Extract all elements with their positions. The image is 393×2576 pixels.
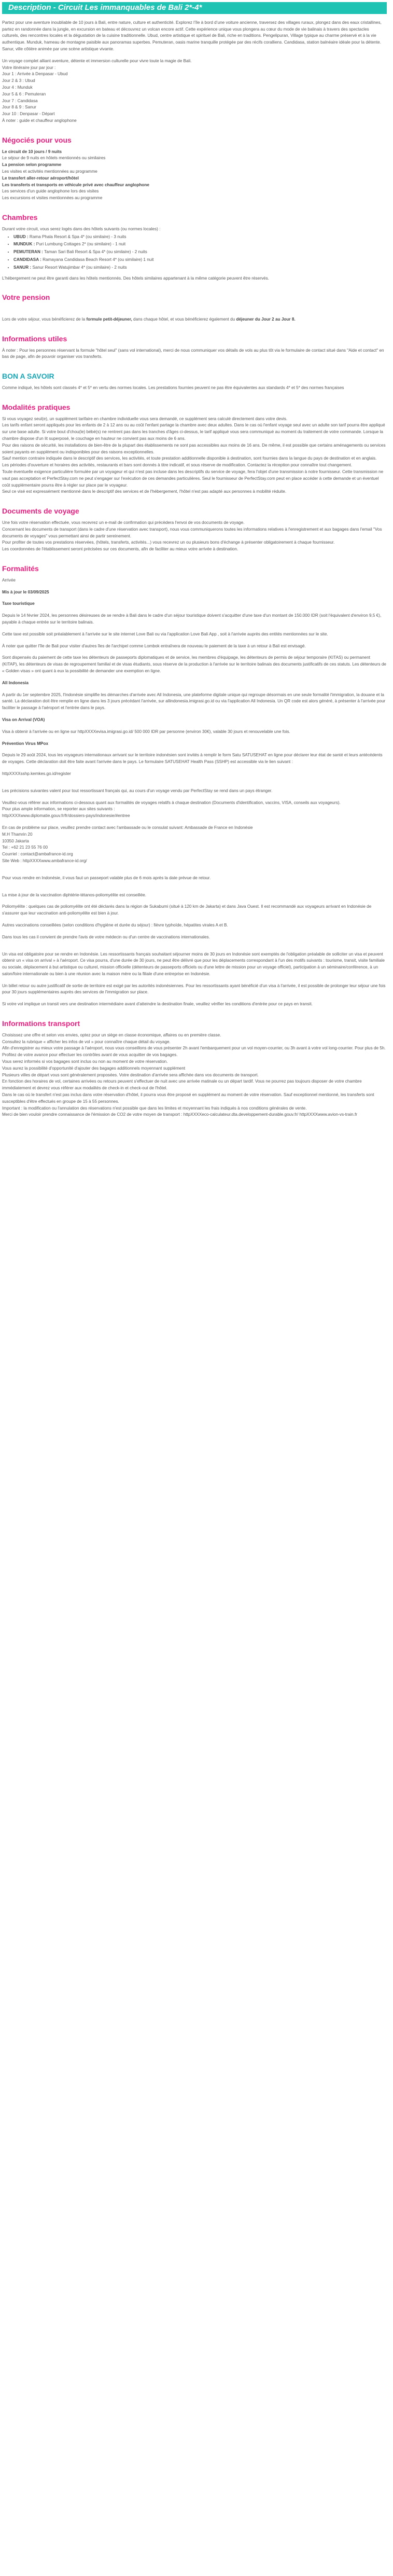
tax-paragraph: Cette taxe est possible soit préalablement à l'arrivée sur le site internet Love Bali ou via l'application Love Bali App , soit à l'arrivée auprès des entités mentionnées sur le site. <box>2 631 328 636</box>
page-title: Description - Circuit Les immanquables de Bali 2*-4* <box>2 2 387 14</box>
rooms-intro: Durant votre circuit, vous serez logés dans des hôtels suivants (ou normes locales) : <box>2 226 161 231</box>
room-item: • UBUD : Rama Phala Resort & Spa 4* (ou similaire) - 3 nuits <box>13 234 387 241</box>
itinerary-intro: Votre itinéraire jour par jour : <box>2 65 56 70</box>
included-item: Les visites et activités mentionnées au programme <box>2 169 97 174</box>
embassy-line: Pour plus ample information, se reporter aux sites suivants : <box>2 807 115 812</box>
included-item: Le séjour de 9 nuits en hôtels mentionnés ou similaires <box>2 156 106 161</box>
embassy-link[interactable]: httpXXXXwww.diplomatie.gouv.fr/fr/dossiers-pays/indonesie/#entree <box>2 813 130 819</box>
contact-line: Courriel : contact@ambafrance-id.org <box>2 852 73 857</box>
included-item: Les transferts et transports en véhicule privé avec chauffeur anglophone <box>2 182 149 187</box>
included-item: Les services d'un guide anglophone lors des visites <box>2 189 99 194</box>
mpox-title: Prévention Virus MPox <box>2 741 49 746</box>
terms-paragraph: Seul ce visé est expressément mentionné dans le descriptif des services et de l'hébergement, l'hôtel n'est pas adapté aux personnes à mobilité réduite. <box>2 489 287 494</box>
contact-line: 10350 Jakarta <box>2 838 29 843</box>
included-item: Les excursions et visites mentionnées au programme <box>2 196 103 201</box>
visa-paragraph: Un visa est obligatoire pour se rendre en Indonésie. Les ressortissants français souhaitant séjourner moins de 30 jours en Indonésie sont exemptés de l'obligation préalable de solliciter un visa et peuvent obtenir un « visa on arrival » à l'aéroport. Ce visa pourra, d'une durée de 30 jours, ne peut être délivré que pour les déplacements correspondant à l'un des motifs suivants : tourisme, transit, visite familiale ou sociale, déplacement à but artistique ou culturel, mission officielle (détenteurs de passeports officiels ou d'une lettre de mission pour un voyage officiel), participation à un séminaire/conférence, à un salon/foire internationale ou bien à une réunion avec la maison mère ou la filiale d'une entreprise en Indonésie. <box>2 951 385 976</box>
included-list <box>2 149 387 202</box>
itinerary-item: Jour 5 & 6 : Pemuteran <box>2 91 46 96</box>
vaccine-paragraph: La mise à jour de la vaccination diphtérie-tétanos-poliomyélite est conseillée. <box>2 892 147 897</box>
itinerary-item: Jour 1 : Arrivée à Denpasar - Ubud <box>2 72 68 77</box>
transport-paragraph: Plusieurs villes de départ vous sont généralement proposées. Votre destination d'arrivée sera affichée dans vos documents de transport. <box>2 1072 259 1077</box>
terms-paragraph: Sauf mention contraire indiquée dans le descriptif des services, les activités, et toute prestation additionnelle disponible à destination, sont fournies dans la langue du pays de destination et en anglais. <box>2 456 377 461</box>
tax-title: Taxe touristique <box>2 601 35 606</box>
room-item: • CANDIDASA : Ramayana Candidasa Beach Resort 4* (ou similaire) 1 nuit <box>13 257 387 264</box>
transport-paragraph: Afin d'enregistrer au mieux votre passage à l'aéroport, nous vous conseillons de vous présenter 2h avant l'embarquement pour un vol moyen-courrier, ou 3h avant à votre vol long-courrier. Pour plus de 5h. Profitez de votre avance pour effectuer les contrôles avant de vous acquitter de vos bagages. <box>2 1046 386 1058</box>
transport-paragraph: Merci de bien vouloir prendre connaissance de l'émission de CO2 de votre moyen de transport : httpXXXXeco-calculateur.dta.developpement-durable.gouv.fr/ httpXXXXwww.avion-vs-train.fr <box>2 1112 357 1117</box>
section-title-bonus: BON A SAVOIR <box>2 372 54 381</box>
transport-paragraph: Consultez la rubrique « afficher les infos de vol » pour connaître chaque détail du voyage. <box>2 1039 171 1044</box>
terms-paragraph: Toute éventuelle exigence particulière formulée par un voyageur et qui n'est pas incluse dans les descriptifs du service de voyage, fera l'objet d'une transmission à notre fournisseur. Cette transmission ne vaut pas acceptation et PerfectStay.com ne peut s'engager sur l'exécution de ces demandes particulières. Seul le fournisseur de PerfectStay.com peut en place accéder à cette demande et un éventuel coût supplémentaire pourra être à régler sur place par le voyageur. <box>2 469 384 488</box>
all-indonesia-title: All Indonesia <box>2 680 29 685</box>
itinerary-item: Jour 10 : Denpasar - Départ <box>2 112 55 117</box>
itinerary-item: Jour 4 : Munduk <box>2 85 33 90</box>
vaccine-paragraph: Dans tous les cas il convient de prendre l'avis de votre médecin ou d'un centre de vaccinations internationales. <box>2 934 210 939</box>
transport-paragraph: Vous serez informés si vos bagages sont inclus ou non au moment de votre réservation. <box>2 1059 168 1064</box>
room-item: • SANUR : Sanur Resort Watujimbar 4* (ou similaire) - 2 nuits <box>13 265 387 271</box>
formalities-updated: Mis à jour le 03/09/2025 <box>2 589 49 594</box>
docs-paragraph: Les coordonnées de l'établissement seront précisées sur ces documents, afin de faciliter au mieux votre arrivée à destination. <box>2 547 238 552</box>
intro-text-2: Un voyage complet alliant aventure, détente et immersion culturelle pour vivre toute la magie de Bali. <box>2 58 192 63</box>
itinerary-item: À noter : guide et chauffeur anglophone <box>2 118 77 123</box>
docs-paragraph: Concernant les documents de transport (dans le cadre d'une réservation avec transport), nous vous communiquerons toutes les informations relatives à l'enregistrement et aux bagages dans l'email "Vos documents de voyages" vous permettant ainsi de partir sereinement. <box>2 527 382 538</box>
contact-intro: En cas de problème sur place, veuillez prendre contact avec l'ambassade ou le consulat suivant: Ambassade de France en Indonésie <box>2 825 253 830</box>
embassy-lines <box>2 800 387 820</box>
section-title-terms: Modalités pratiques <box>2 403 71 411</box>
section-title-transport: Informations transport <box>2 1019 80 1028</box>
section-title-useful: Informations utiles <box>2 334 67 343</box>
contact-line: Tel : +62 21 23 55 76 00 <box>2 845 48 850</box>
section-title-docs: Documents de voyage <box>2 507 79 516</box>
transport-paragraph: En fonction des horaires de vol, certaines arrivées ou retours peuvent s'effectuer de nuit avec une arrivée matinale ou un départ tardif. Vous ne pourrez pas toujours disposer de votre chambre immédiatement et devrez vous référer aux modalités de check-in et check-out de l'hôtel. <box>2 1079 362 1091</box>
rooms-list <box>2 234 387 271</box>
terms-paragraph: Si vous voyagez seul(e), un supplément tarifaire en chambre individuelle vous sera demandé, ce supplément sera calculé directement dans votre devis. <box>2 416 288 421</box>
terms-paragraph: Les périodes d'ouverture et horaires des activités, restaurants et bars sont donnés à titre indicatif, et sous réserve de modification. Contactez la réception pour connaître tout changement. <box>2 463 353 468</box>
terms-paragraph: Pour des raisons de sécurité, les installations de bien-être de la plupart des établissements ne sont pas accessibles aux moins de 16 ans. De même, il est possible que certains aménagements ou services soient payants en supplément ou indisponibles pour des raisons exceptionnelles. <box>2 442 386 454</box>
formalities-arrival: Arrivée <box>2 577 16 583</box>
included-item: La pension selon programme <box>2 162 62 168</box>
transport-paragraph: Vous aurez la possibilité d'opportunité d'ajouter des bagages additionnels moyennant supplément <box>2 1065 186 1071</box>
voa-title: Visa on Arrival (VOA) <box>2 717 45 722</box>
tax-paragraph: Depuis le 14 février 2024, les personnes désireuses de se rendre à Bali dans le cadre d'un séjour touristique doivent s'acquitter d'une taxe d'un montant de 150.000 IDR (soit l'équivalent d'environ 9,5 €), payable à chaque entrée sur le territoire balinais. <box>2 613 382 625</box>
embassy-intro: Les précisions suivantes valent pour tout ressortissant français qui, au cours d'un voyage vendu par PerfectStay se rend dans un pays étranger. <box>2 788 273 793</box>
useful-text: À noter : Pour les personnes réservant la formule "hôtel seul" (sans vol international), merci de nous communiquer vos détails de vols au plus tôt via le formulaire de contact situé dans "Aide et contact" en bas de page, afin de pouvoir organiser vos transferts. <box>2 348 384 359</box>
itinerary-item: Jour 7 : Candidasa <box>2 98 38 103</box>
room-item: • PEMUTERAN : Taman Sari Bali Resort & Spa 4* (ou similaire) - 2 nuits <box>13 249 387 256</box>
included-item: Le transfert aller-retour aéroport/hôtel <box>2 175 79 181</box>
docs-paragraph: Une fois votre réservation effectuée, vous recevrez un e-mail de confirmation qui précèdera l'envoi de vos documents de voyage. <box>2 520 245 525</box>
terms-paragraph: Les tarifs enfant seront appliqués pour les enfants de 2 à 12 ans ou au coût l'enfant partage la chambre avec deux adultes. Dans le cas où l'enfant voyage seul avec un adulte son tarif pourra être appliqué sur une base adulte. Si votre bout d'chou(le) bébé(s) ne rentrent pas dans les tranches d'âges ci-dessus, le tarif appliqué vous sera communiqué au moment du traitement de votre commande. Lorsque la chambre dispose d'un lit superposé, le couchage en hauteur ne convient pas aux moins de 6 ans. <box>2 423 385 441</box>
transport-paragraph: Choisissez une offre et selon vos envies, optez pour un siège en classe économique, affaires ou en première classe. <box>2 1032 221 1037</box>
page <box>0 0 389 1129</box>
board-text: Lors de votre séjour, vous bénéficierez de la formule petit-déjeuner, dans chaque hôtel, et vous bénéficierez également du déjeuner du Jour 2 au Jour 8. <box>2 317 296 322</box>
passport-text: Pour vous rendre en Indonésie, il vous faut un passeport valable plus de 6 mois après la date prévue de retour. <box>2 875 211 880</box>
contact-line: M.H Thamrin 20 <box>2 832 33 837</box>
visa-paragraph: Un billet retour ou autre justificatif de sortie de territoire est exigé par les autorités indonésiennes. Pour les ressortissants ayant bénéficié d'un visa à l'arrivée, il est possible de prolonger leur séjour une fois pour 30 jours supplémentaires auprès des services de l'immigration sur place. <box>2 983 386 995</box>
section-title-formalities: Formalités <box>2 564 39 573</box>
vaccine-paragraph: Autres vaccinations conseillées (selon conditions d'hygiène et durée du séjour) : fièvre typhoïde, hépatites virales A et B. <box>2 922 228 927</box>
contact-link[interactable]: Site Web : httpXXXXwww.ambafrance-id.org/ <box>2 858 87 863</box>
transport-paragraph: Important : la modification ou l'annulation des réservations n'est possible que dans les limites et moyennant les frais indiqués à nos conditions générales de vente. <box>2 1105 307 1111</box>
room-item: • MUNDUK : Puri Lumbung Cottages 2* (ou similaire) - 1 nuit <box>13 241 387 248</box>
visa-paragraph: Si votre vol implique un transit vers une destination intermédiaire avant d'atteindre la destination finale, veuillez vérifier les conditions d'entrée pour ce pays en transit. <box>2 1002 313 1007</box>
vaccine-paragraph: Poliomyélite : quelques cas de poliomyélite ont été déclarés dans la région de Sukabumi (situé à 120 km de Jakarta) et dans Java Ouest. Il est recommandé aux voyageurs arrivant en Indonésie de s'assurer que leur vaccination anti-poliomyélite est bien à jour. <box>2 904 372 916</box>
section-title-rooms: Chambres <box>2 213 38 221</box>
mpox-text: Depuis le 29 août 2024, tous les voyageurs internationaux arrivant sur le territoire indonésien sont invités à remplir le form Satu SATUSEHAT en ligne pour déclarer leur état de santé et leurs antécédents de voyages. Cette déclaration doit être faite avant l'arrivée dans le pays. Le formulaire SATUSEHAT Health Pass (SSHP) est accessible via le lien suivant : <box>2 753 383 765</box>
tax-paragraph: À noter que quitter l'île de Bali pour visiter d'autres îles de l'archipel comme Lombok entraînera de nouveau le paiement de la taxe à un retour à Bali est envisagé. <box>2 643 306 648</box>
transport-paragraph: Dans le cas où le transfert n'est pas inclus dans votre réservation d'hôtel, il pourra vous être proposé en supplément au moment de votre réservation. Sauf exceptionnel mentionné, les transferts sont susceptibles d'être effectués en groupe de 15 à 55 personnes. <box>2 1092 374 1104</box>
included-item: Le circuit de 10 jours / 9 nuits <box>2 149 62 154</box>
section-title-included: Négociés pour vous <box>2 135 72 144</box>
all-indonesia-text: A partir du 1er septembre 2025, l'Indonésie simplifie les démarches d'arrivée avec All Indonesia, une plateforme digitale unique qui regroupe désormais en une seule formalité l'immigration, la douane et la santé. La déclaration doit être remplie en ligne dans les 3 jours précédant l'arrivée, sur allindonesia.imigrasi.go.id ou via l'application All Indonesia. Un QR code est alors généré, à présenter à l'arrivée pour faciliter le passage à l'aéroport et l'entrée dans le pays. <box>2 692 386 711</box>
docs-paragraph: Pour profiter de toutes vos prestations réservées, (hôtels, transferts, activités...) vous recevrez un ou plusieurs bons d'échange à présenter obligatoirement à chaque fournisseur. <box>2 540 335 545</box>
mpox-link[interactable]: httpXXXXsshp.kemkes.go.id/register <box>2 771 71 776</box>
tax-paragraph: Sont dispensés du paiement de cette taxe les détenteurs de passeports diplomatiques et de service, les membres d'équipage, les détenteurs de permis de séjour temporaire (KITAS) ou permanent (KITAP), les détenteurs de visas de regroupement familial et de visas étudiants, sous réserve de la production à l'arrivée sur le territoire balinais des documents justificatifs de ces statuts. Les détenteurs de « Golden visas » ont quant à eux la possibilité de demander une exemption en ligne. <box>2 655 386 673</box>
itinerary-item: Jour 2 & 3 : Ubud <box>2 78 35 84</box>
itinerary-list <box>2 71 387 124</box>
section-title-board: Votre pension <box>2 293 50 302</box>
embassy-line: Veuillez-vous référer aux informations ci-dessous quant aux formalités de voyages relatifs à chaque destination (Documents d'identification, vaccins, VISA, conseils aux voyageurs). <box>2 800 341 805</box>
itinerary-item: Jour 8 & 9 : Sanur <box>2 105 36 110</box>
contact-lines <box>2 832 387 865</box>
intro-text: Partez pour une aventure inoubliable de 10 jours à Bali, entre nature, culture et authenticité. Explorez l’île à bord d’une voiture ancienne, traversez des villages ruraux, plongez dans des eaux cristallines, partez en randonnée dans la jungle, en excursion en bateau et découvrez un volcan encore actif. Cette expérience unique vous plongera au cœur du mode de vie balinais à travers des spectacles culturels, des rencontres locales et la dégustation de la cuisine traditionnelle. Ubud, centre artistique et spirituel de Bali, riche en traditions. Pengelipuran, Village typique au charme préservé et à la vie authentique. Munduk, hameau de montagne paisible aux panoramas superbes. Pemuteran, oasis marine tranquille protégée par des récifs coralliens. Candidasa, station balnéaire idéale pour la détente. Sanur, ville côtière animée par une scène artistique vivante. <box>2 20 382 51</box>
voa-text: Visa à obtenir à l'arrivée ou en ligne sur httpXXXXevisa.imigrasi.go.id/ 500 000 IDR par personne (environ 30€), valable 30 jours et renouvelable une fois. <box>2 729 290 734</box>
rooms-note: L'hébergement ne peut être garanti dans les hôtels mentionnés. Des hôtels similaires appartenant à la même catégorie peuvent être réservés. <box>2 275 269 281</box>
bonus-text: Comme indiqué, les hôtels sont classés 4* et 5* en vertu des normes locales. Les prestations fournies peuvent ne pas être équivalentes aux standards 4* et 5* des normes françaises <box>2 385 344 391</box>
